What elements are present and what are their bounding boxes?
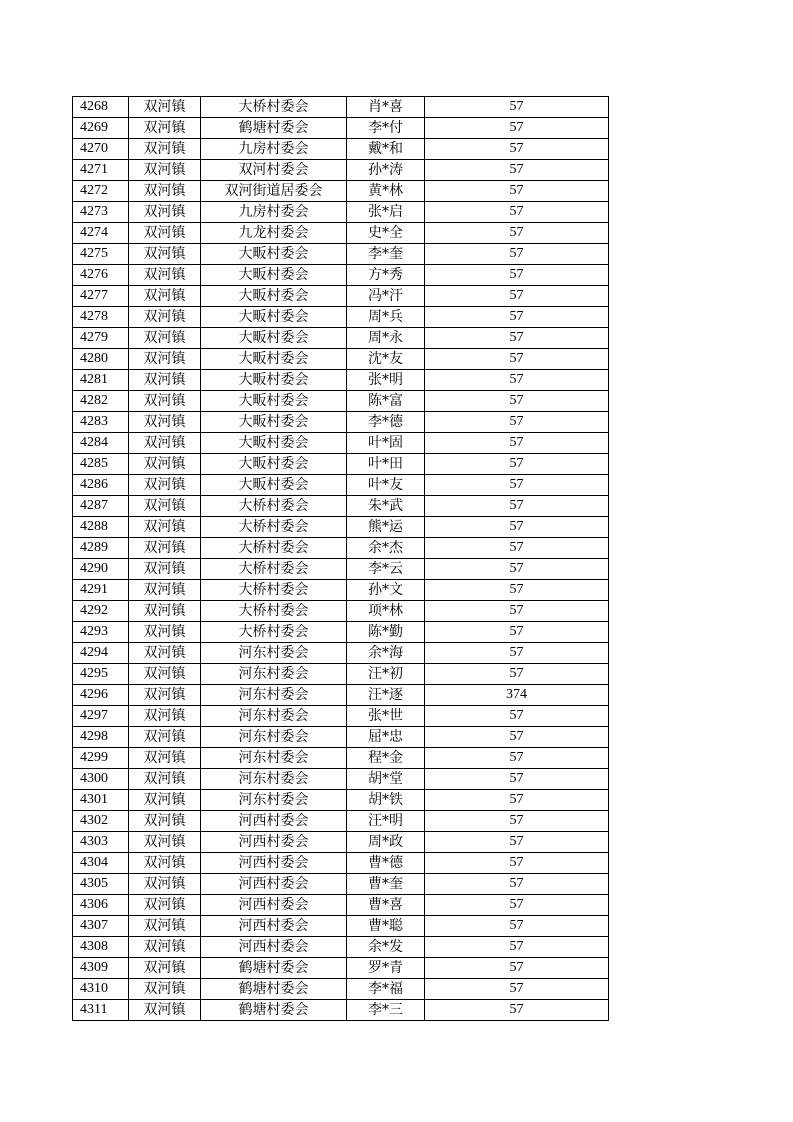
town-cell: 双河镇 (129, 517, 201, 538)
name-cell: 戴*和 (347, 139, 425, 160)
name-cell: 汪*初 (347, 664, 425, 685)
village-committee-cell: 河东村委会 (201, 706, 347, 727)
name-cell: 李*奎 (347, 244, 425, 265)
amount-cell: 57 (425, 496, 609, 517)
row-id-cell: 4290 (73, 559, 129, 580)
table-row (73, 643, 609, 664)
name-cell: 余*发 (347, 937, 425, 958)
name-cell: 叶*田 (347, 454, 425, 475)
town-cell: 双河镇 (129, 1000, 201, 1021)
town-cell: 双河镇 (129, 496, 201, 517)
row-id-cell: 4284 (73, 433, 129, 454)
town-cell: 双河镇 (129, 685, 201, 706)
row-id-cell: 4308 (73, 937, 129, 958)
town-cell: 双河镇 (129, 811, 201, 832)
town-cell: 双河镇 (129, 307, 201, 328)
amount-cell: 57 (425, 433, 609, 454)
table-row (73, 307, 609, 328)
table-row (73, 916, 609, 937)
amount-cell: 57 (425, 517, 609, 538)
village-committee-cell: 大畈村委会 (201, 475, 347, 496)
row-id-cell: 4296 (73, 685, 129, 706)
town-cell: 双河镇 (129, 160, 201, 181)
amount-cell: 57 (425, 475, 609, 496)
row-id-cell: 4286 (73, 475, 129, 496)
village-committee-cell: 河东村委会 (201, 727, 347, 748)
table-row (73, 580, 609, 601)
amount-cell: 57 (425, 727, 609, 748)
row-id-cell: 4291 (73, 580, 129, 601)
table-row (73, 244, 609, 265)
name-cell: 李*付 (347, 118, 425, 139)
row-id-cell: 4281 (73, 370, 129, 391)
village-committee-cell: 河东村委会 (201, 643, 347, 664)
amount-cell: 57 (425, 790, 609, 811)
row-id-cell: 4303 (73, 832, 129, 853)
table-row (73, 601, 609, 622)
table-row (73, 1000, 609, 1021)
name-cell: 朱*武 (347, 496, 425, 517)
row-id-cell: 4282 (73, 391, 129, 412)
village-committee-cell: 大畈村委会 (201, 244, 347, 265)
row-id-cell: 4297 (73, 706, 129, 727)
amount-cell: 57 (425, 979, 609, 1000)
row-id-cell: 4277 (73, 286, 129, 307)
town-cell: 双河镇 (129, 139, 201, 160)
amount-cell: 57 (425, 265, 609, 286)
village-committee-cell: 大畈村委会 (201, 412, 347, 433)
table-row (73, 223, 609, 244)
table-row (73, 97, 609, 118)
name-cell: 肖*喜 (347, 97, 425, 118)
table-row (73, 517, 609, 538)
town-cell: 双河镇 (129, 979, 201, 1000)
amount-cell: 57 (425, 349, 609, 370)
village-committee-cell: 大桥村委会 (201, 496, 347, 517)
name-cell: 李*福 (347, 979, 425, 1000)
amount-cell: 57 (425, 97, 609, 118)
name-cell: 曹*奎 (347, 874, 425, 895)
table-row (73, 496, 609, 517)
name-cell: 曹*聪 (347, 916, 425, 937)
town-cell: 双河镇 (129, 706, 201, 727)
table-row (73, 664, 609, 685)
amount-cell: 57 (425, 643, 609, 664)
amount-cell: 57 (425, 874, 609, 895)
village-committee-cell: 河西村委会 (201, 937, 347, 958)
name-cell: 程*金 (347, 748, 425, 769)
table-row (73, 139, 609, 160)
village-committee-cell: 鹤塘村委会 (201, 979, 347, 1000)
name-cell: 罗*青 (347, 958, 425, 979)
village-committee-cell: 大畈村委会 (201, 265, 347, 286)
name-cell: 熊*运 (347, 517, 425, 538)
village-committee-cell: 河东村委会 (201, 685, 347, 706)
row-id-cell: 4304 (73, 853, 129, 874)
village-committee-cell: 河东村委会 (201, 748, 347, 769)
town-cell: 双河镇 (129, 475, 201, 496)
table-row (73, 748, 609, 769)
town-cell: 双河镇 (129, 328, 201, 349)
village-committee-cell: 大桥村委会 (201, 517, 347, 538)
name-cell: 周*政 (347, 832, 425, 853)
amount-cell: 57 (425, 1000, 609, 1021)
table-row (73, 475, 609, 496)
town-cell: 双河镇 (129, 664, 201, 685)
name-cell: 史*全 (347, 223, 425, 244)
village-committee-cell: 大桥村委会 (201, 538, 347, 559)
village-committee-cell: 鹤塘村委会 (201, 1000, 347, 1021)
table-row (73, 202, 609, 223)
town-cell: 双河镇 (129, 643, 201, 664)
amount-cell: 57 (425, 664, 609, 685)
amount-cell: 57 (425, 370, 609, 391)
village-committee-cell: 河东村委会 (201, 790, 347, 811)
amount-cell: 57 (425, 769, 609, 790)
subsidy-table (72, 96, 609, 1021)
row-id-cell: 4289 (73, 538, 129, 559)
town-cell: 双河镇 (129, 622, 201, 643)
name-cell: 孙*涛 (347, 160, 425, 181)
table-row (73, 706, 609, 727)
amount-cell: 57 (425, 118, 609, 139)
name-cell: 屈*忠 (347, 727, 425, 748)
table-row (73, 370, 609, 391)
town-cell: 双河镇 (129, 265, 201, 286)
village-committee-cell: 大桥村委会 (201, 622, 347, 643)
amount-cell: 57 (425, 895, 609, 916)
row-id-cell: 4272 (73, 181, 129, 202)
village-committee-cell: 大畈村委会 (201, 328, 347, 349)
table-row (73, 979, 609, 1000)
row-id-cell: 4283 (73, 412, 129, 433)
row-id-cell: 4269 (73, 118, 129, 139)
name-cell: 胡*铁 (347, 790, 425, 811)
name-cell: 周*永 (347, 328, 425, 349)
town-cell: 双河镇 (129, 97, 201, 118)
amount-cell: 57 (425, 244, 609, 265)
amount-cell: 374 (425, 685, 609, 706)
town-cell: 双河镇 (129, 349, 201, 370)
amount-cell: 57 (425, 622, 609, 643)
town-cell: 双河镇 (129, 790, 201, 811)
row-id-cell: 4270 (73, 139, 129, 160)
name-cell: 冯*汗 (347, 286, 425, 307)
table-body (73, 97, 609, 1021)
table-row (73, 181, 609, 202)
town-cell: 双河镇 (129, 223, 201, 244)
amount-cell: 57 (425, 832, 609, 853)
row-id-cell: 4306 (73, 895, 129, 916)
amount-cell: 57 (425, 307, 609, 328)
row-id-cell: 4278 (73, 307, 129, 328)
town-cell: 双河镇 (129, 244, 201, 265)
village-committee-cell: 河西村委会 (201, 916, 347, 937)
village-committee-cell: 大桥村委会 (201, 97, 347, 118)
name-cell: 叶*友 (347, 475, 425, 496)
row-id-cell: 4275 (73, 244, 129, 265)
row-id-cell: 4305 (73, 874, 129, 895)
town-cell: 双河镇 (129, 958, 201, 979)
row-id-cell: 4311 (73, 1000, 129, 1021)
village-committee-cell: 河东村委会 (201, 664, 347, 685)
row-id-cell: 4309 (73, 958, 129, 979)
village-committee-cell: 大畈村委会 (201, 307, 347, 328)
table-row (73, 832, 609, 853)
town-cell: 双河镇 (129, 937, 201, 958)
amount-cell: 57 (425, 559, 609, 580)
amount-cell: 57 (425, 139, 609, 160)
amount-cell: 57 (425, 202, 609, 223)
table-row (73, 349, 609, 370)
name-cell: 沈*友 (347, 349, 425, 370)
table-row (73, 328, 609, 349)
town-cell: 双河镇 (129, 895, 201, 916)
town-cell: 双河镇 (129, 412, 201, 433)
name-cell: 陈*勤 (347, 622, 425, 643)
amount-cell: 57 (425, 580, 609, 601)
name-cell: 项*林 (347, 601, 425, 622)
amount-cell: 57 (425, 391, 609, 412)
amount-cell: 57 (425, 286, 609, 307)
name-cell: 汪*明 (347, 811, 425, 832)
name-cell: 孙*文 (347, 580, 425, 601)
village-committee-cell: 鹤塘村委会 (201, 118, 347, 139)
amount-cell: 57 (425, 853, 609, 874)
name-cell: 周*兵 (347, 307, 425, 328)
name-cell: 陈*富 (347, 391, 425, 412)
row-id-cell: 4299 (73, 748, 129, 769)
amount-cell: 57 (425, 223, 609, 244)
town-cell: 双河镇 (129, 727, 201, 748)
row-id-cell: 4288 (73, 517, 129, 538)
table-row (73, 454, 609, 475)
village-committee-cell: 大畈村委会 (201, 433, 347, 454)
row-id-cell: 4294 (73, 643, 129, 664)
table-row (73, 769, 609, 790)
table-row (73, 538, 609, 559)
amount-cell: 57 (425, 601, 609, 622)
town-cell: 双河镇 (129, 580, 201, 601)
village-committee-cell: 九房村委会 (201, 139, 347, 160)
table-row (73, 433, 609, 454)
village-committee-cell: 河西村委会 (201, 874, 347, 895)
row-id-cell: 4310 (73, 979, 129, 1000)
town-cell: 双河镇 (129, 181, 201, 202)
town-cell: 双河镇 (129, 769, 201, 790)
row-id-cell: 4287 (73, 496, 129, 517)
table-row (73, 811, 609, 832)
village-committee-cell: 大桥村委会 (201, 601, 347, 622)
town-cell: 双河镇 (129, 286, 201, 307)
table-row (73, 265, 609, 286)
village-committee-cell: 大桥村委会 (201, 559, 347, 580)
table-row (73, 160, 609, 181)
town-cell: 双河镇 (129, 433, 201, 454)
table-row (73, 412, 609, 433)
town-cell: 双河镇 (129, 559, 201, 580)
row-id-cell: 4298 (73, 727, 129, 748)
row-id-cell: 4271 (73, 160, 129, 181)
village-committee-cell: 大桥村委会 (201, 580, 347, 601)
village-committee-cell: 双河村委会 (201, 160, 347, 181)
row-id-cell: 4295 (73, 664, 129, 685)
name-cell: 李*德 (347, 412, 425, 433)
town-cell: 双河镇 (129, 370, 201, 391)
name-cell: 张*明 (347, 370, 425, 391)
name-cell: 黄*林 (347, 181, 425, 202)
village-committee-cell: 河西村委会 (201, 895, 347, 916)
town-cell: 双河镇 (129, 118, 201, 139)
row-id-cell: 4274 (73, 223, 129, 244)
row-id-cell: 4301 (73, 790, 129, 811)
name-cell: 曹*喜 (347, 895, 425, 916)
town-cell: 双河镇 (129, 391, 201, 412)
name-cell: 胡*堂 (347, 769, 425, 790)
amount-cell: 57 (425, 937, 609, 958)
table-row (73, 286, 609, 307)
table-row (73, 790, 609, 811)
amount-cell: 57 (425, 916, 609, 937)
village-committee-cell: 大畈村委会 (201, 454, 347, 475)
amount-cell: 57 (425, 958, 609, 979)
name-cell: 方*秀 (347, 265, 425, 286)
name-cell: 李*云 (347, 559, 425, 580)
table-row (73, 937, 609, 958)
name-cell: 张*启 (347, 202, 425, 223)
village-committee-cell: 双河街道居委会 (201, 181, 347, 202)
amount-cell: 57 (425, 454, 609, 475)
village-committee-cell: 河西村委会 (201, 811, 347, 832)
village-committee-cell: 大畈村委会 (201, 370, 347, 391)
town-cell: 双河镇 (129, 874, 201, 895)
name-cell: 余*杰 (347, 538, 425, 559)
amount-cell: 57 (425, 412, 609, 433)
name-cell: 张*世 (347, 706, 425, 727)
row-id-cell: 4268 (73, 97, 129, 118)
row-id-cell: 4292 (73, 601, 129, 622)
table-row (73, 958, 609, 979)
village-committee-cell: 大畈村委会 (201, 286, 347, 307)
town-cell: 双河镇 (129, 538, 201, 559)
table-row (73, 895, 609, 916)
name-cell: 叶*固 (347, 433, 425, 454)
table-row (73, 853, 609, 874)
town-cell: 双河镇 (129, 853, 201, 874)
name-cell: 曹*德 (347, 853, 425, 874)
amount-cell: 57 (425, 748, 609, 769)
row-id-cell: 4293 (73, 622, 129, 643)
village-committee-cell: 鹤塘村委会 (201, 958, 347, 979)
row-id-cell: 4285 (73, 454, 129, 475)
amount-cell: 57 (425, 181, 609, 202)
row-id-cell: 4302 (73, 811, 129, 832)
village-committee-cell: 九龙村委会 (201, 223, 347, 244)
amount-cell: 57 (425, 811, 609, 832)
amount-cell: 57 (425, 160, 609, 181)
town-cell: 双河镇 (129, 454, 201, 475)
table-row (73, 622, 609, 643)
amount-cell: 57 (425, 538, 609, 559)
town-cell: 双河镇 (129, 202, 201, 223)
row-id-cell: 4273 (73, 202, 129, 223)
village-committee-cell: 河东村委会 (201, 769, 347, 790)
row-id-cell: 4276 (73, 265, 129, 286)
town-cell: 双河镇 (129, 748, 201, 769)
village-committee-cell: 河西村委会 (201, 832, 347, 853)
table-row (73, 685, 609, 706)
town-cell: 双河镇 (129, 601, 201, 622)
village-committee-cell: 河西村委会 (201, 853, 347, 874)
table-row (73, 727, 609, 748)
table-row (73, 391, 609, 412)
town-cell: 双河镇 (129, 916, 201, 937)
name-cell: 汪*逐 (347, 685, 425, 706)
amount-cell: 57 (425, 706, 609, 727)
amount-cell: 57 (425, 328, 609, 349)
village-committee-cell: 大畈村委会 (201, 391, 347, 412)
town-cell: 双河镇 (129, 832, 201, 853)
row-id-cell: 4279 (73, 328, 129, 349)
row-id-cell: 4307 (73, 916, 129, 937)
name-cell: 李*三 (347, 1000, 425, 1021)
table-row (73, 118, 609, 139)
name-cell: 余*海 (347, 643, 425, 664)
table-row (73, 874, 609, 895)
row-id-cell: 4280 (73, 349, 129, 370)
village-committee-cell: 大畈村委会 (201, 349, 347, 370)
village-committee-cell: 九房村委会 (201, 202, 347, 223)
table-row (73, 559, 609, 580)
row-id-cell: 4300 (73, 769, 129, 790)
